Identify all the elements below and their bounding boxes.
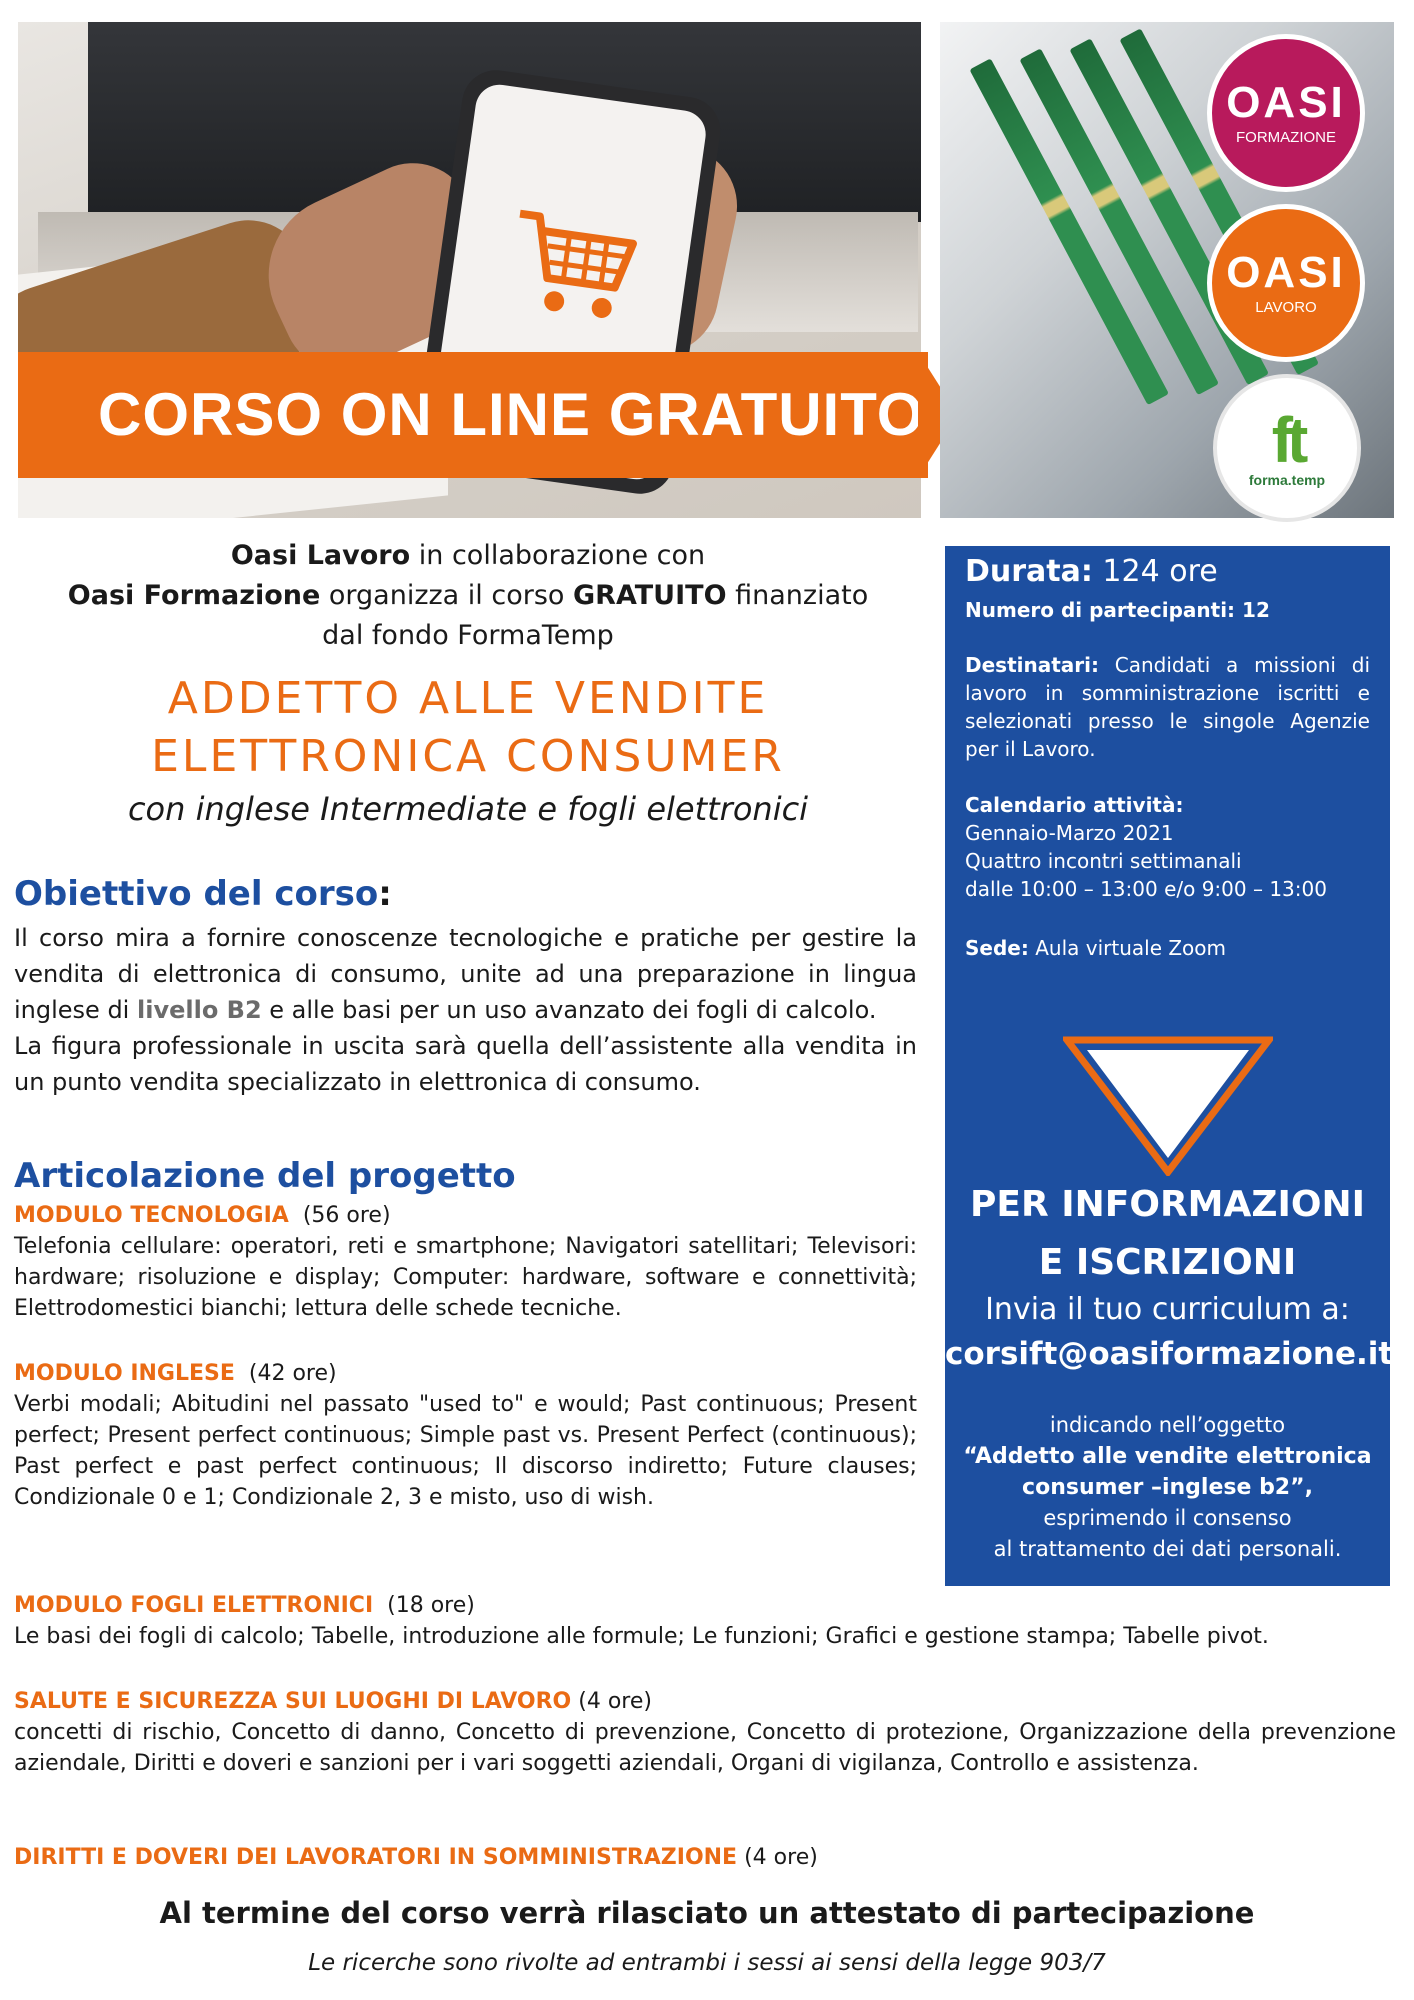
legal-note: Le ricerche sono rivolte ad entrambi i sessi ai sensi della legge 903/7 (308, 1950, 1106, 1976)
shopping-cart-icon (502, 203, 646, 330)
down-triangle-icon (1063, 1036, 1273, 1176)
module-inglese: MODULO INGLESE (42 ore) Verbi modali; Abitudini nel passato "used to" e would; Past continuous; Present perfect; Present perfect continuous; Simple past vs. Present Perfect (continuous); Past perfect e past perfect continuous; Il discorso indiretto; Future clauses; Condizionale 0 e 1; Condizionale 2, 3 e misto, uso di wish. (14, 1361, 917, 1510)
intro-text: Oasi Lavoro in collaborazione con Oasi Formazione organizza il corso GRATUITO finanziato dal fondo FormaTemp (67, 540, 869, 651)
course-title: ADDETTO ALLE VENDITE ELETTRONICA CONSUMER (151, 673, 785, 782)
destinatari: Destinatari: Candidati a missioni di lavoro in somministrazione iscritti e selezionati presso le singole Agenzie per il Lavoro. (965, 653, 1370, 761)
module-diritti-doveri: DIRITTI E DOVERI DEI LAVORATORI IN SOMMINISTRAZIONE (4 ore) (14, 1845, 818, 1870)
hero-banner (18, 352, 928, 478)
formatemp-logo: ft forma.temp (1213, 374, 1361, 522)
objective-heading: Obiettivo del corso: (14, 874, 392, 914)
durata: Durata: 124 ore (965, 554, 1218, 589)
module-salute-sicurezza: SALUTE E SICUREZZA SUI LUOGHI DI LAVORO (4 ore) concetti di rischio, Concetto di danno, Concetto di prevenzione, Concetto di protezione, Organizzazione della prevenzione aziendale, Diritti e doveri e sanzioni per i vari soggetti aziendali, Organi di vigilanza, Controllo e assistenza. (14, 1689, 1396, 1776)
objective-text: Il corso mira a fornire conoscenze tecnologiche e pratiche per gestire la vendita di elettronica di consumo, unite ad una preparazione in lingua inglese di livello B2 e alle basi per un uso avanzato dei fogli di calcolo. La figura professionale in uscita sarà quella dell’assistente alla vendita in un punto vendita specializzato in elettronica di consumo. (14, 924, 917, 1096)
info-panel (945, 546, 1394, 1586)
cta-heading: PER INFORMAZIONI E ISCRIZIONI (970, 1184, 1365, 1283)
oasi-lavoro-logo: OASI LAVORO (1207, 204, 1365, 362)
attestato-text: Al termine del corso verrà rilasciato un attestato di partecipazione (159, 1896, 1255, 1930)
module-fogli-elettronici: MODULO FOGLI ELETTRONICI (18 ore) Le basi dei fogli di calcolo; Tabelle, introduzione alle formule; Le funzioni; Grafici e gestione stampa; Tabelle pivot. (14, 1593, 1269, 1649)
contact-email[interactable]: corsift@oasiformazione.it (945, 1336, 1394, 1372)
calendario: Calendario attività: Gennaio-Marzo 2021 Quattro incontri settimanali dalle 10:00 – 13:00 e/o 9:00 – 13:00 (965, 793, 1327, 901)
hero-title: CORSO ON LINE GRATUITO (98, 381, 925, 448)
oasi-formazione-logo: OASI FORMAZIONE (1207, 34, 1365, 192)
course-subtitle: con inglese Intermediate e fogli elettronici (127, 790, 809, 828)
cta-invia: Invia il tuo curriculum a: (985, 1292, 1350, 1327)
cta-instructions: indicando nell’oggetto “Addetto alle vendite elettronica consumer –inglese b2”, esprimendo il consenso al trattamento dei dati personali. (963, 1413, 1372, 1561)
module-tecnologia: MODULO TECNOLOGIA (56 ore) Telefonia cellulare: operatori, reti e smartphone; Navigatori satellitari; Televisori: hardware; risoluzione e display; Computer: hardware, software e connettività; Elettrodomestici bianchi; lettura delle schede tecniche. (14, 1203, 917, 1321)
project-heading: Articolazione del progetto (14, 1156, 516, 1196)
sede: Sede: Aula virtuale Zoom (965, 936, 1227, 960)
partecipanti: Numero di partecipanti: 12 (965, 598, 1270, 622)
